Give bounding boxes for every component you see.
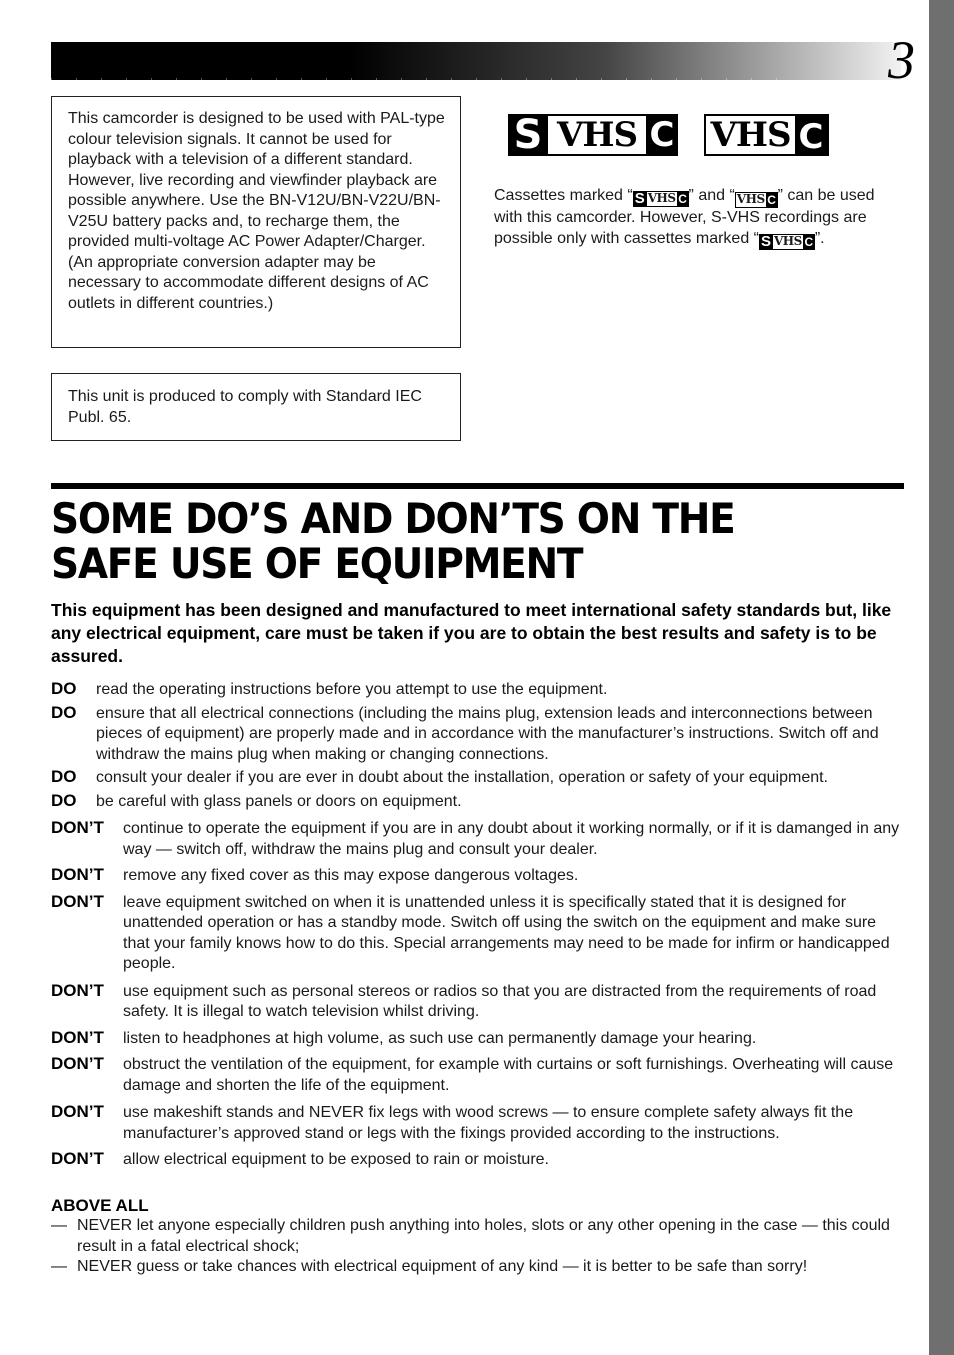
rule-keyword: DON’T (51, 865, 104, 884)
rule-text: obstruct the ventilation of the equipment, for example with curtains or soft furnishings. Overheating will cause damage and shorten the life of the equipment. (123, 1056, 894, 1094)
inline-logo-vhs: VHS (647, 191, 676, 205)
cassette-note-part2: ” and “ (688, 187, 735, 204)
header-tick-marks (51, 78, 781, 80)
above-all-item (51, 1257, 906, 1278)
rule-text: continue to operate the equipment if you are in any doubt about it working normally, or if it is damanged in any way — switch off, withdraw the mains plug and consult your dealer. (123, 820, 900, 858)
rule-text: read the operating instructions before you attempt to use the equipment. (96, 681, 608, 698)
rule-keyword: DON’T (51, 818, 104, 837)
rule-item (51, 982, 906, 1023)
svhs-logo-c: C (646, 114, 678, 156)
rule-text: be careful with glass panels or doors on equipment. (96, 792, 462, 810)
rule-item (51, 1029, 906, 1050)
inline-logo-vhs: VHS (774, 233, 802, 248)
inline-logo-c: C (678, 192, 687, 206)
vhs-logo-c: C (795, 116, 827, 154)
rule-keyword: DO (51, 790, 77, 810)
section-rule (51, 483, 904, 489)
rule-item (51, 866, 906, 887)
inline-logo-s: S (760, 232, 771, 250)
svhs-c-logo (508, 114, 678, 156)
rule-item (51, 680, 906, 701)
rule-text: ensure that all electrical connections (including the mains plug, extension leads and interconnections between pieces of equipment) are properly made and in accordance with the manufacturer’s instructions. Switch off and withdraw the mains plug when making or changing connections. (96, 704, 879, 763)
rule-text: leave equipment switched on when it is unattended unless it is specifically stated that it is designed for unattended operation or has a standby mode. Switch off using the switch on the equipment and make sure that your family knows how to do this. Special arrangements may need to be made for infirm or handicapped people. (123, 893, 890, 972)
rule-keyword: DON’T (51, 980, 104, 1000)
iec-notice-box (51, 373, 461, 441)
intro-paragraph: This equipment has been designed and manufactured to meet international safety standards but, like any electrical equipment, care must be taken if you are to obtain the best results and safety is to be assured. (51, 600, 892, 666)
svhs-logo-s: S (508, 114, 548, 156)
rule-keyword: DON’T (51, 1102, 104, 1121)
above-all-title: ABOVE ALL (51, 1196, 149, 1215)
page-edge-strip (929, 0, 954, 1355)
inline-logo-c: C (804, 234, 814, 249)
cassette-note-part3: ” can be used with this camcorder. However, S-VHS recordings are possible only with cassettes marked “ (494, 187, 875, 247)
pal-notice-box (51, 96, 461, 348)
rule-keyword: DO (51, 767, 77, 786)
svhs-c-inline-logo (633, 191, 689, 207)
above-all-text: NEVER let anyone especially children push anything into holes, slots or any other opening in the case — this could result in a fatal electrical shock; (77, 1217, 890, 1255)
svhs-logo-vhs: VHS (548, 114, 646, 156)
vhs-logo-vhs: VHS (710, 115, 791, 155)
rule-text: consult your dealer if you are ever in doubt about the installation, operation or safety of your equipment. (96, 769, 828, 786)
rule-item (51, 1150, 906, 1171)
vhs-c-logo (704, 114, 829, 156)
cassette-note-part1: Cassettes marked “ (494, 187, 633, 204)
rule-text: remove any fixed cover as this may expose dangerous voltages. (123, 867, 579, 884)
above-all-item (51, 1216, 906, 1257)
safety-rules-list (51, 680, 906, 1171)
rule-item (51, 704, 906, 766)
rule-keyword: DO (51, 702, 77, 722)
above-all-text: NEVER guess or take chances with electrical equipment of any kind — it is better to be safe than sorry! (77, 1258, 808, 1275)
iec-notice-text: This unit is produced to comply with Standard IEC Publ. 65. (68, 388, 422, 426)
rule-text: allow electrical equipment to be exposed to rain or moisture. (123, 1151, 549, 1168)
rule-text: use makeshift stands and NEVER fix legs with wood screws — to ensure complete safety always fit the manufacturer’s approved stand or legs with the fixings provided according to the instructions. (123, 1104, 854, 1142)
rule-keyword: DON’T (51, 891, 104, 911)
rule-item (51, 1103, 906, 1144)
rule-item (51, 792, 906, 813)
rule-keyword: DON’T (51, 1027, 104, 1047)
rule-keyword: DON’T (51, 1149, 104, 1168)
header-gradient-bar (51, 42, 901, 80)
rule-item (51, 819, 906, 860)
inline-logo-vhs: VHS (736, 192, 765, 206)
inline-logo-s: S (634, 190, 645, 207)
above-all-list (51, 1216, 906, 1278)
vhs-c-inline-logo (735, 192, 778, 208)
pal-notice-text: This camcorder is designed to be used with PAL-type colour television signals. It cannot be used for playback with a television of a different standard. However, live recording and viewfinder playback are possible anywhere. Use the BN-V12U/BN-V22U/BN-V25U battery packs and, to recharge them, the provided multi-voltage AC Power Adapter/Charger. (An appropriate conversion adapter may be necessary to accommodate different designs of AC outlets in different countries.) (68, 110, 445, 312)
section-heading: SOME DO’S AND DON’TS ON THE SAFE USE OF EQUIPMENT (51, 494, 735, 588)
dash-bullet: — (51, 1258, 67, 1275)
rule-item (51, 768, 906, 789)
rule-keyword: DON’T (51, 1054, 104, 1073)
rule-text: listen to headphones at high volume, as such use can permanently damage your hearing. (123, 1029, 757, 1047)
svhs-c-inline-logo (759, 234, 815, 250)
rule-item (51, 1055, 906, 1096)
dash-bullet: — (51, 1217, 67, 1234)
rule-item (51, 893, 906, 975)
rule-keyword: DO (51, 679, 77, 698)
cassette-note (494, 186, 894, 250)
page-number: 3 (888, 30, 915, 90)
inline-logo-c: C (767, 193, 776, 207)
cassette-note-part4: ”. (814, 229, 825, 247)
rule-text: use equipment such as personal stereos or radios so that you are distracted from the requirements of road safety. It is illegal to watch television whilst driving. (123, 982, 877, 1020)
